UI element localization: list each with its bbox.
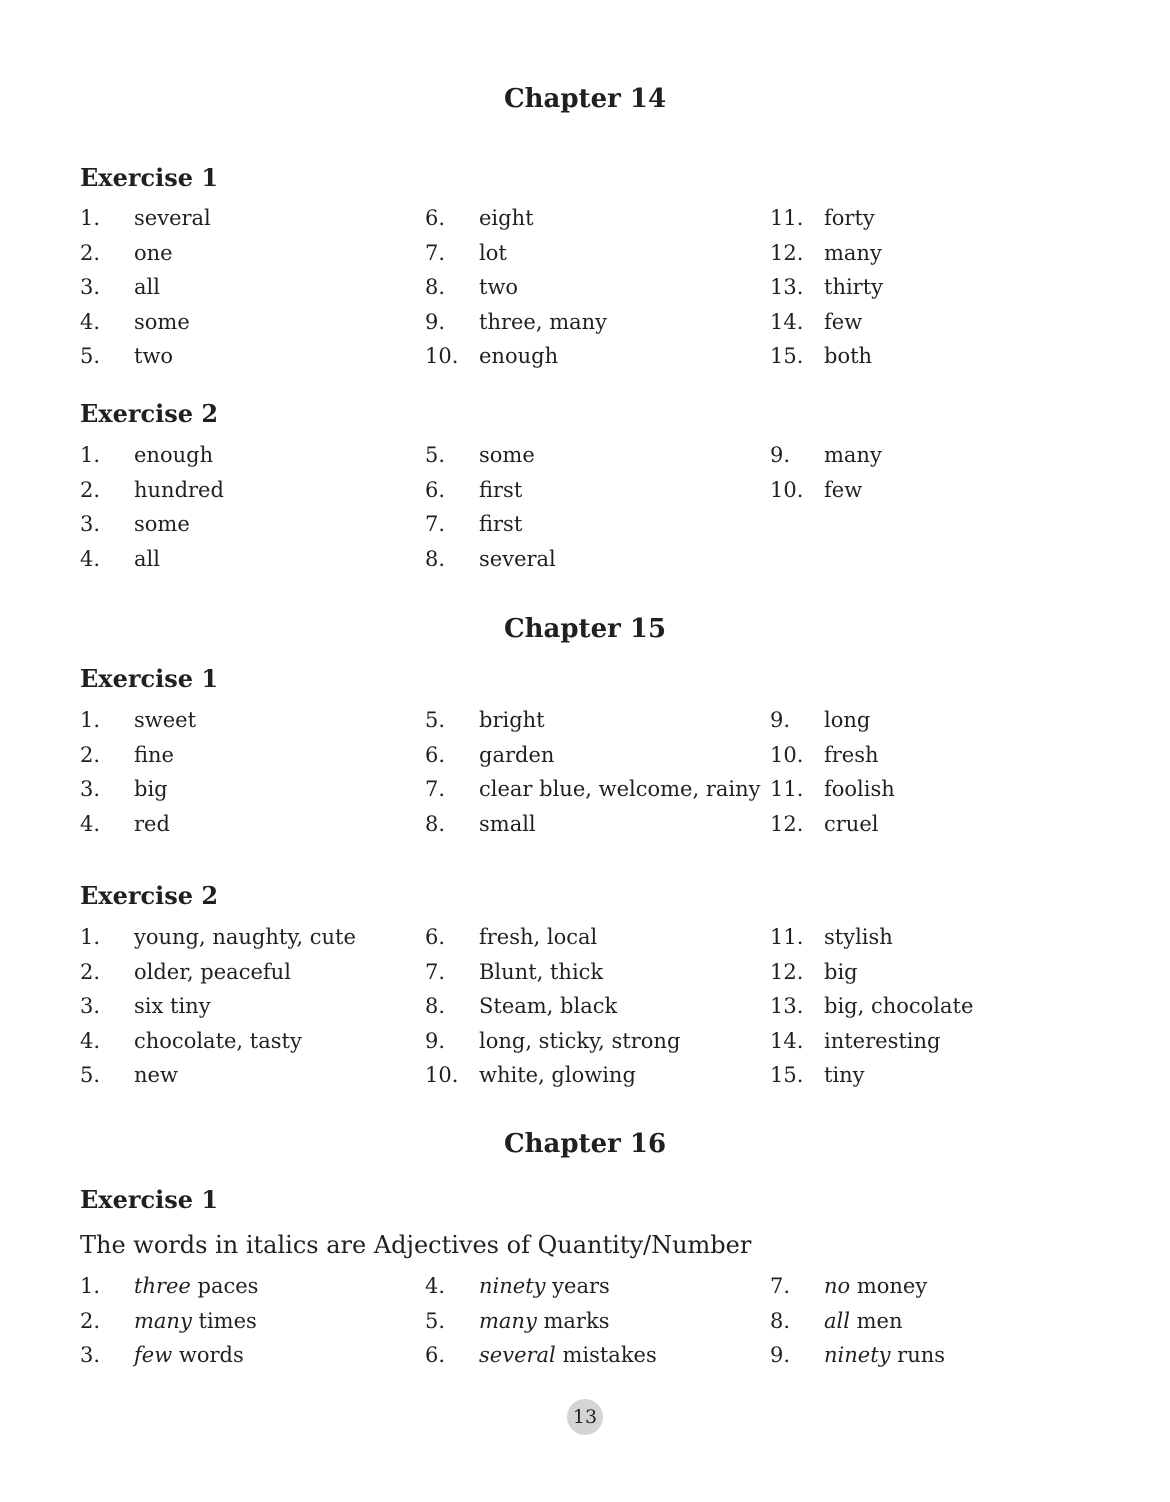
answer-item bbox=[425, 955, 765, 990]
exercise-title: Exercise 2 bbox=[80, 399, 219, 428]
answer-column bbox=[770, 1269, 1110, 1373]
answer-item bbox=[80, 772, 420, 807]
answer-number: 4. bbox=[80, 309, 101, 334]
answer-number: 9. bbox=[770, 1343, 791, 1367]
answer-item bbox=[770, 1269, 1110, 1304]
answer-number: 3. bbox=[80, 994, 101, 1018]
answer-item bbox=[425, 703, 765, 738]
answer-number: 3. bbox=[80, 1343, 101, 1367]
answer-text: several bbox=[134, 206, 211, 230]
answer-number: 7. bbox=[770, 1274, 791, 1298]
answer-number: 7. bbox=[425, 959, 446, 984]
italic-adjective: all bbox=[824, 1308, 850, 1333]
answer-column bbox=[770, 703, 1110, 841]
answer-item bbox=[770, 1338, 1110, 1373]
answer-item bbox=[770, 438, 1110, 473]
noun-text: words bbox=[172, 1343, 244, 1367]
answer-number: 1. bbox=[80, 1274, 101, 1298]
answer-number: 10. bbox=[770, 742, 804, 767]
answer-number: 14. bbox=[770, 309, 804, 334]
answer-text bbox=[134, 1269, 258, 1303]
answer-text: many bbox=[824, 443, 882, 467]
answer-number: 4. bbox=[80, 811, 101, 836]
noun-text: times bbox=[191, 1308, 257, 1333]
answer-item bbox=[80, 236, 420, 271]
answer-text: some bbox=[134, 309, 190, 334]
answer-number: 8. bbox=[425, 546, 446, 571]
answer-item bbox=[80, 1024, 420, 1059]
answer-number: 5. bbox=[80, 344, 101, 368]
italic-adjective: no bbox=[824, 1274, 851, 1298]
answer-item bbox=[425, 305, 765, 340]
answer-item bbox=[425, 236, 765, 271]
answer-text: cruel bbox=[824, 811, 879, 836]
answer-number: 4. bbox=[80, 546, 101, 571]
answer-number: 3. bbox=[80, 777, 101, 801]
answer-item bbox=[770, 305, 1110, 340]
answer-number: 11. bbox=[770, 206, 804, 230]
noun-text: runs bbox=[890, 1343, 946, 1367]
answer-number: 6. bbox=[425, 742, 446, 767]
answer-text: Steam, black bbox=[479, 994, 618, 1018]
answer-text: some bbox=[134, 512, 190, 536]
answer-item bbox=[80, 270, 420, 305]
answer-item bbox=[425, 201, 765, 236]
answer-item bbox=[770, 989, 1110, 1024]
answer-text: one bbox=[134, 240, 173, 265]
answer-number: 12. bbox=[770, 240, 804, 265]
answer-text: few bbox=[824, 309, 863, 334]
answer-number: 3. bbox=[80, 275, 101, 299]
answer-number: 13. bbox=[770, 994, 804, 1018]
answer-text: two bbox=[134, 344, 174, 368]
answer-text bbox=[824, 1304, 903, 1338]
answer-item bbox=[770, 270, 1110, 305]
answer-column bbox=[80, 920, 420, 1093]
answer-text: lot bbox=[479, 240, 507, 265]
answer-number: 9. bbox=[425, 309, 446, 334]
answer-number: 4. bbox=[80, 1028, 101, 1053]
answer-text: few bbox=[824, 477, 863, 502]
answer-column bbox=[80, 1269, 420, 1373]
answer-item bbox=[80, 305, 420, 340]
answer-item bbox=[770, 236, 1110, 271]
noun-text: mistakes bbox=[555, 1343, 657, 1367]
answer-item bbox=[80, 920, 420, 955]
italic-adjective: several bbox=[479, 1343, 556, 1367]
answer-number: 3. bbox=[80, 512, 101, 536]
answer-item bbox=[80, 507, 420, 542]
answer-text: foolish bbox=[824, 777, 895, 801]
answer-text: sweet bbox=[134, 708, 197, 732]
answer-number: 15. bbox=[770, 344, 804, 368]
italic-adjective: ninety bbox=[824, 1343, 891, 1367]
answer-item bbox=[425, 738, 765, 773]
answer-text: small bbox=[479, 811, 536, 836]
answer-number: 5. bbox=[425, 443, 446, 467]
answer-text: older, peaceful bbox=[134, 959, 291, 984]
answer-number: 2. bbox=[80, 1308, 101, 1333]
answer-text: six tiny bbox=[134, 994, 211, 1018]
answer-text: forty bbox=[824, 206, 875, 230]
answer-number: 7. bbox=[425, 240, 446, 265]
answer-text: stylish bbox=[824, 925, 893, 949]
answer-column bbox=[425, 920, 765, 1093]
answer-item bbox=[770, 1058, 1110, 1093]
italic-adjective: three bbox=[134, 1274, 191, 1298]
answer-item bbox=[425, 339, 765, 374]
answer-column bbox=[425, 438, 765, 576]
exercise-title: Exercise 1 bbox=[80, 664, 219, 693]
exercise-instruction: The words in italics are Adjectives of Quantity/Number bbox=[80, 1231, 752, 1259]
answer-item bbox=[80, 738, 420, 773]
answer-column bbox=[770, 201, 1110, 374]
answer-text: big, chocolate bbox=[824, 994, 974, 1018]
answer-item bbox=[80, 703, 420, 738]
answer-item bbox=[425, 473, 765, 508]
answer-text: enough bbox=[134, 443, 214, 467]
answer-number: 11. bbox=[770, 925, 804, 949]
answer-text: tiny bbox=[824, 1063, 865, 1087]
answer-text: garden bbox=[479, 742, 555, 767]
answer-text: bright bbox=[479, 708, 545, 732]
answer-item bbox=[425, 1338, 765, 1373]
answer-text: long bbox=[824, 708, 871, 732]
noun-text: men bbox=[849, 1308, 903, 1333]
exercise-title: Exercise 1 bbox=[80, 1185, 219, 1214]
answer-text: fresh, local bbox=[479, 925, 598, 949]
answer-number: 2. bbox=[80, 477, 101, 502]
answer-text bbox=[134, 1338, 244, 1372]
answer-text: some bbox=[479, 443, 535, 467]
answer-item bbox=[770, 473, 1110, 508]
answer-text: eight bbox=[479, 206, 534, 230]
chapter-title: Chapter 16 bbox=[503, 1129, 667, 1159]
italic-adjective: many bbox=[134, 1308, 192, 1333]
answer-column bbox=[425, 1269, 765, 1373]
answer-column bbox=[425, 201, 765, 374]
answer-number: 6. bbox=[425, 925, 446, 949]
noun-text: money bbox=[850, 1274, 928, 1298]
answer-text: big bbox=[134, 777, 168, 801]
answer-number: 9. bbox=[770, 443, 791, 467]
exercise-title: Exercise 1 bbox=[80, 163, 219, 192]
answer-item bbox=[80, 1304, 420, 1339]
answer-item bbox=[770, 339, 1110, 374]
answer-item bbox=[770, 807, 1110, 842]
answer-text: interesting bbox=[824, 1028, 941, 1053]
answer-text: chocolate, tasty bbox=[134, 1028, 302, 1053]
answer-item bbox=[80, 339, 420, 374]
answer-number: 1. bbox=[80, 708, 101, 732]
answer-number: 12. bbox=[770, 811, 804, 836]
answer-item bbox=[80, 955, 420, 990]
answer-number: 5. bbox=[425, 708, 446, 732]
answer-text: red bbox=[134, 811, 170, 836]
answer-text: hundred bbox=[134, 477, 224, 502]
answer-column bbox=[770, 920, 1110, 1093]
page-number-badge: 13 bbox=[567, 1399, 603, 1435]
answer-item bbox=[80, 542, 420, 577]
answer-item bbox=[770, 703, 1110, 738]
answer-number: 10. bbox=[425, 344, 459, 368]
answer-item bbox=[425, 1024, 765, 1059]
answer-text bbox=[479, 1269, 610, 1303]
answer-number: 5. bbox=[80, 1063, 101, 1087]
answer-item bbox=[80, 438, 420, 473]
answer-item bbox=[80, 1338, 420, 1373]
answer-item bbox=[770, 955, 1110, 990]
answer-number: 8. bbox=[770, 1308, 791, 1333]
answer-text: first bbox=[479, 512, 523, 536]
answer-text: Blunt, thick bbox=[479, 959, 604, 984]
answer-text: three, many bbox=[479, 309, 608, 334]
answer-item bbox=[770, 738, 1110, 773]
answer-number: 6. bbox=[425, 477, 446, 502]
answer-item bbox=[80, 1269, 420, 1304]
answer-text bbox=[824, 1338, 945, 1372]
answer-number: 4. bbox=[425, 1274, 446, 1298]
answer-number: 15. bbox=[770, 1063, 804, 1087]
answer-column bbox=[80, 703, 420, 841]
answer-number: 6. bbox=[425, 1343, 446, 1367]
answer-column bbox=[80, 201, 420, 374]
answer-text: white, glowing bbox=[479, 1063, 636, 1087]
answer-number: 7. bbox=[425, 777, 446, 801]
answer-number: 5. bbox=[425, 1308, 446, 1333]
answer-item bbox=[80, 473, 420, 508]
answer-item bbox=[425, 270, 765, 305]
answer-item bbox=[80, 201, 420, 236]
noun-text: marks bbox=[536, 1308, 610, 1333]
answer-item bbox=[770, 1304, 1110, 1339]
italic-adjective: ninety bbox=[479, 1274, 546, 1298]
answer-item bbox=[425, 920, 765, 955]
answer-number: 14. bbox=[770, 1028, 804, 1053]
answer-text: long, sticky, strong bbox=[479, 1028, 681, 1053]
italic-adjective: many bbox=[479, 1308, 537, 1333]
answer-item bbox=[425, 1304, 765, 1339]
answer-number: 10. bbox=[425, 1063, 459, 1087]
answer-text: many bbox=[824, 240, 882, 265]
answer-item bbox=[770, 920, 1110, 955]
answer-column bbox=[770, 438, 1110, 507]
answer-text: both bbox=[824, 344, 873, 368]
answer-item bbox=[425, 1269, 765, 1304]
answer-number: 10. bbox=[770, 477, 804, 502]
answer-text: several bbox=[479, 546, 556, 571]
answer-number: 13. bbox=[770, 275, 804, 299]
answer-text: new bbox=[134, 1063, 178, 1087]
answer-text bbox=[479, 1338, 657, 1372]
answer-item bbox=[425, 438, 765, 473]
answer-item bbox=[425, 507, 765, 542]
answer-item bbox=[770, 772, 1110, 807]
answer-text: enough bbox=[479, 344, 559, 368]
answer-number: 12. bbox=[770, 959, 804, 984]
answer-text: two bbox=[479, 275, 519, 299]
answer-number: 11. bbox=[770, 777, 804, 801]
answer-number: 2. bbox=[80, 742, 101, 767]
answer-text: all bbox=[134, 275, 160, 299]
answer-number: 1. bbox=[80, 206, 101, 230]
answer-number: 2. bbox=[80, 240, 101, 265]
answer-item bbox=[425, 989, 765, 1024]
answer-text: young, naughty, cute bbox=[134, 925, 356, 949]
answer-text: big bbox=[824, 959, 858, 984]
answer-text bbox=[134, 1304, 257, 1338]
answer-item bbox=[770, 1024, 1110, 1059]
answer-number: 7. bbox=[425, 512, 446, 536]
answer-number: 6. bbox=[425, 206, 446, 230]
answer-item bbox=[425, 807, 765, 842]
answer-column bbox=[80, 438, 420, 576]
italic-adjective: few bbox=[134, 1343, 173, 1367]
answer-number: 1. bbox=[80, 925, 101, 949]
answer-item bbox=[425, 772, 765, 807]
answer-number: 8. bbox=[425, 275, 446, 299]
answer-number: 1. bbox=[80, 443, 101, 467]
answer-number: 8. bbox=[425, 994, 446, 1018]
answer-text: all bbox=[134, 546, 160, 571]
answer-number: 9. bbox=[770, 708, 791, 732]
answer-text: thirty bbox=[824, 275, 884, 299]
answer-text: fresh bbox=[824, 742, 879, 767]
answer-text: first bbox=[479, 477, 523, 502]
exercise-title: Exercise 2 bbox=[80, 881, 219, 910]
answer-number: 9. bbox=[425, 1028, 446, 1053]
answer-text bbox=[824, 1269, 927, 1303]
answer-item bbox=[425, 542, 765, 577]
noun-text: paces bbox=[190, 1274, 259, 1298]
chapter-title: Chapter 14 bbox=[503, 84, 667, 114]
answer-item bbox=[80, 807, 420, 842]
answer-item bbox=[80, 989, 420, 1024]
answer-column bbox=[425, 703, 765, 841]
answer-number: 2. bbox=[80, 959, 101, 984]
answer-item bbox=[80, 1058, 420, 1093]
answer-text: fine bbox=[134, 742, 174, 767]
answer-item bbox=[425, 1058, 765, 1093]
answer-text: clear blue, welcome, rainy bbox=[479, 777, 761, 801]
chapter-title: Chapter 15 bbox=[503, 614, 667, 644]
answer-item bbox=[770, 201, 1110, 236]
answer-number: 8. bbox=[425, 811, 446, 836]
answer-text bbox=[479, 1304, 609, 1338]
noun-text: years bbox=[545, 1274, 610, 1298]
